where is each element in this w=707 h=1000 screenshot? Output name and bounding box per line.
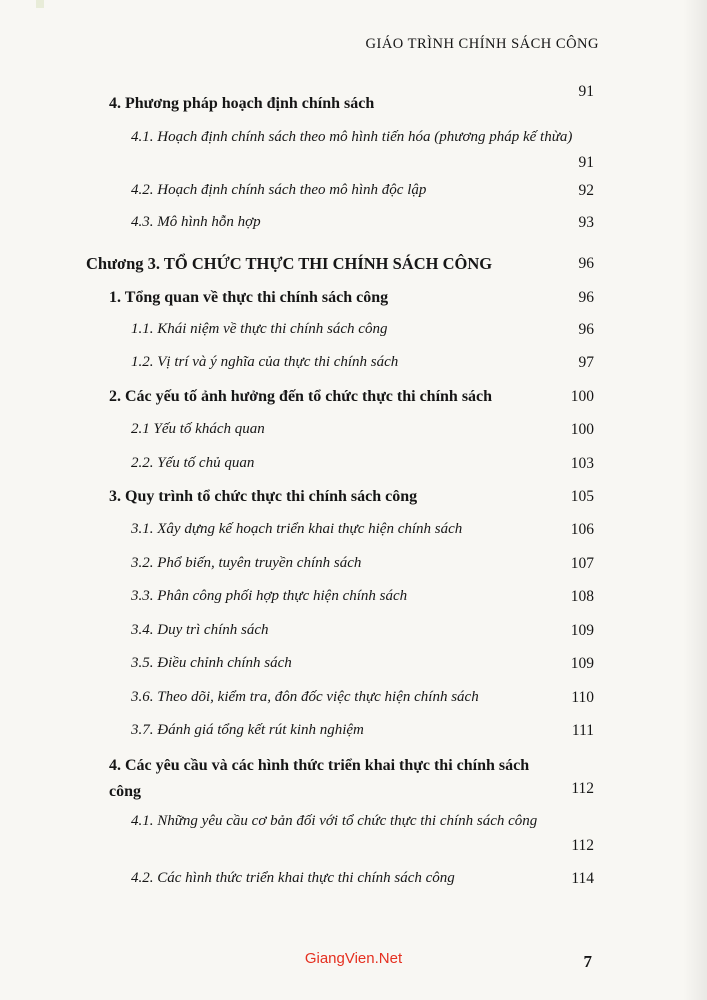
toc-entry-page: 93	[578, 214, 594, 231]
toc-entry-page: 109	[570, 622, 594, 639]
toc-entry-page: 91	[578, 154, 594, 171]
toc-entry-page: 92	[578, 182, 594, 199]
toc-entry-page: 103	[570, 455, 594, 472]
toc-entry-title: 3.6. Theo dõi, kiểm tra, đôn đốc việc thực hiện chính sách	[131, 689, 479, 705]
watermark-text: GiangVien.Net	[304, 950, 403, 967]
toc-entry-title: 2. Các yếu tố ảnh hưởng đến tổ chức thực thi chính sách	[109, 388, 493, 405]
toc-entry-title: 3.5. Điều chỉnh chính sách	[131, 655, 292, 671]
toc-entry-page: 91	[578, 83, 594, 100]
toc-entry-page: 96	[578, 321, 594, 338]
toc-entry-title: 4. Phương pháp hoạch định chính sách	[109, 95, 375, 112]
toc-entry-title: 4.1. Hoạch định chính sách theo mô hình tiến hóa (phương pháp kế thừa)	[131, 129, 573, 145]
toc-entry-title: 2.1 Yếu tố khách quan	[131, 421, 265, 437]
toc-entry-title: 4.1. Những yêu cầu cơ bản đối với tổ chức thực thi chính sách công	[131, 813, 538, 829]
toc-entry-title: 3.4. Duy trì chính sách	[131, 622, 269, 638]
toc-entry-title: 1.2. Vị trí và ý nghĩa của thực thi chính sách	[131, 354, 399, 370]
toc-entry-page: 112	[571, 780, 594, 797]
page-number: 7	[583, 952, 592, 971]
toc-entry-page: 109	[570, 655, 594, 672]
toc-entry-title: 4.2. Các hình thức triển khai thực thi chính sách công	[131, 870, 455, 886]
toc-entry-page: 100	[570, 388, 594, 405]
toc-entry-page: 108	[570, 588, 594, 605]
toc-entry-title: 3.3. Phân công phối hợp thực hiện chính sách	[131, 588, 408, 604]
toc-entry-page: 114	[571, 870, 594, 887]
running-header: GIÁO TRÌNH CHÍNH SÁCH CÔNG	[365, 36, 599, 52]
toc-entry-title: 4.2. Hoạch định chính sách theo mô hình độc lập	[131, 182, 427, 198]
toc-entry-title: 4. Các yêu cầu và các hình thức triển khai thực thi chính sách công	[109, 757, 530, 800]
toc-entry-page: 112	[571, 837, 594, 854]
toc-entry-title: Chương 3. TỔ CHỨC THỰC THI CHÍNH SÁCH CÔNG	[86, 254, 493, 273]
toc-entry-title: 2.2. Yếu tố chủ quan	[131, 455, 255, 471]
toc-entry-page: 111	[571, 722, 594, 739]
page-edge-shadow	[683, 0, 707, 1000]
toc-entry-title: 1. Tổng quan về thực thi chính sách công	[109, 289, 389, 306]
scan-mark	[36, 0, 44, 8]
toc-entry-page: 105	[570, 488, 594, 505]
toc-entry-title: 4.3. Mô hình hỗn hợp	[131, 214, 261, 230]
toc-entry-page: 100	[570, 421, 594, 438]
toc-entry-page: 97	[578, 354, 594, 371]
toc-entry-title: 1.1. Khái niệm về thực thi chính sách công	[131, 321, 388, 337]
toc-entry-page: 96	[578, 255, 594, 272]
toc-entry-page: 96	[578, 289, 594, 306]
toc-entry-title: 3.2. Phổ biến, tuyên truyền chính sách	[131, 555, 362, 571]
toc-entry-title: 3.1. Xây dựng kế hoạch triển khai thực hiện chính sách	[131, 521, 463, 537]
toc-entry-page: 106	[570, 521, 594, 538]
toc-entry-title: 3.7. Đánh giá tổng kết rút kinh nghiệm	[131, 722, 364, 738]
toc-entry-page: 107	[570, 555, 594, 572]
toc-entry-title: 3. Quy trình tổ chức thực thi chính sách công	[109, 488, 418, 505]
toc-entry-page: 110	[571, 689, 594, 706]
